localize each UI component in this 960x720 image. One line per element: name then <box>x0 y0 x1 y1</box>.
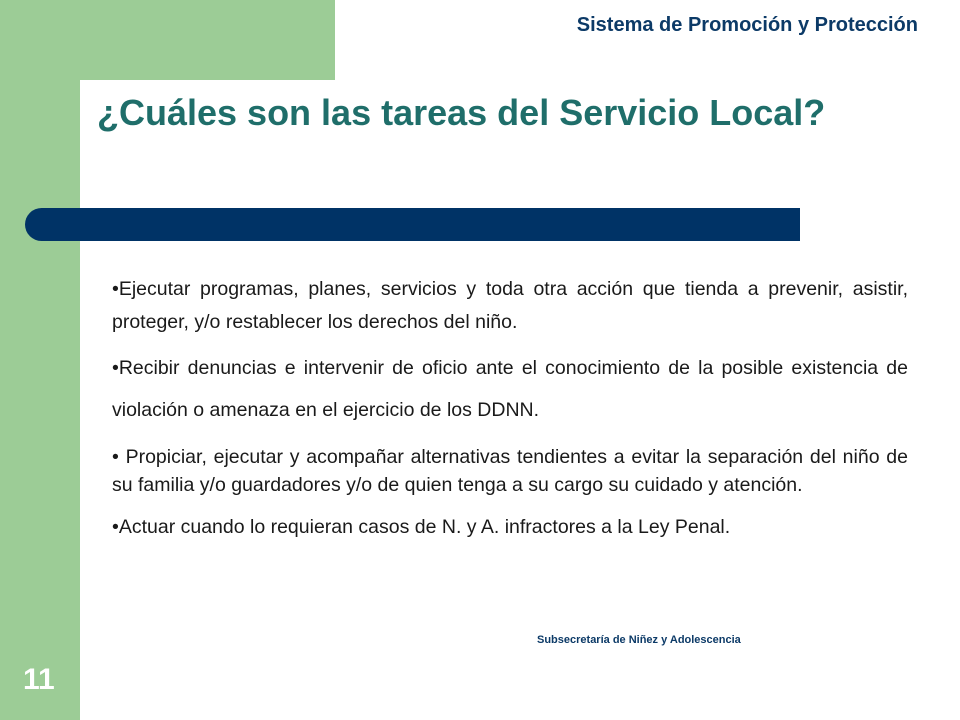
footer-credit: Subsecretaría de Niñez y Adolescencia <box>537 634 741 646</box>
bullet-item: • Propiciar, ejecutar y acompañar alternativas tendientes a evitar la separación del niño de su familia y/o guardadores y/o de quien tenga a su cargo su cuidado y atención. <box>112 446 908 496</box>
header-title: Sistema de Promoción y Protección <box>576 14 918 36</box>
left-green-band <box>0 0 80 720</box>
bullet-item: •Actuar cuando lo requieran casos de N. y A. infractores a la Ley Penal. <box>112 516 731 538</box>
title-divider-bar <box>25 208 800 241</box>
top-green-band <box>80 0 335 80</box>
bullet-list <box>112 273 908 541</box>
slide-title: ¿Cuáles son las tareas del Servicio Local? <box>97 92 826 133</box>
bullet-item: •Recibir denuncias e intervenir de oficio ante el conocimiento de la posible existencia de violación o amenaza en el ejercicio de los DDNN. <box>112 357 908 421</box>
bullet-item: •Ejecutar programas, planes, servicios y toda otra acción que tienda a prevenir, asistir, proteger, y/o restablecer los derechos del niño. <box>112 278 908 333</box>
page-number: 11 <box>23 663 55 696</box>
